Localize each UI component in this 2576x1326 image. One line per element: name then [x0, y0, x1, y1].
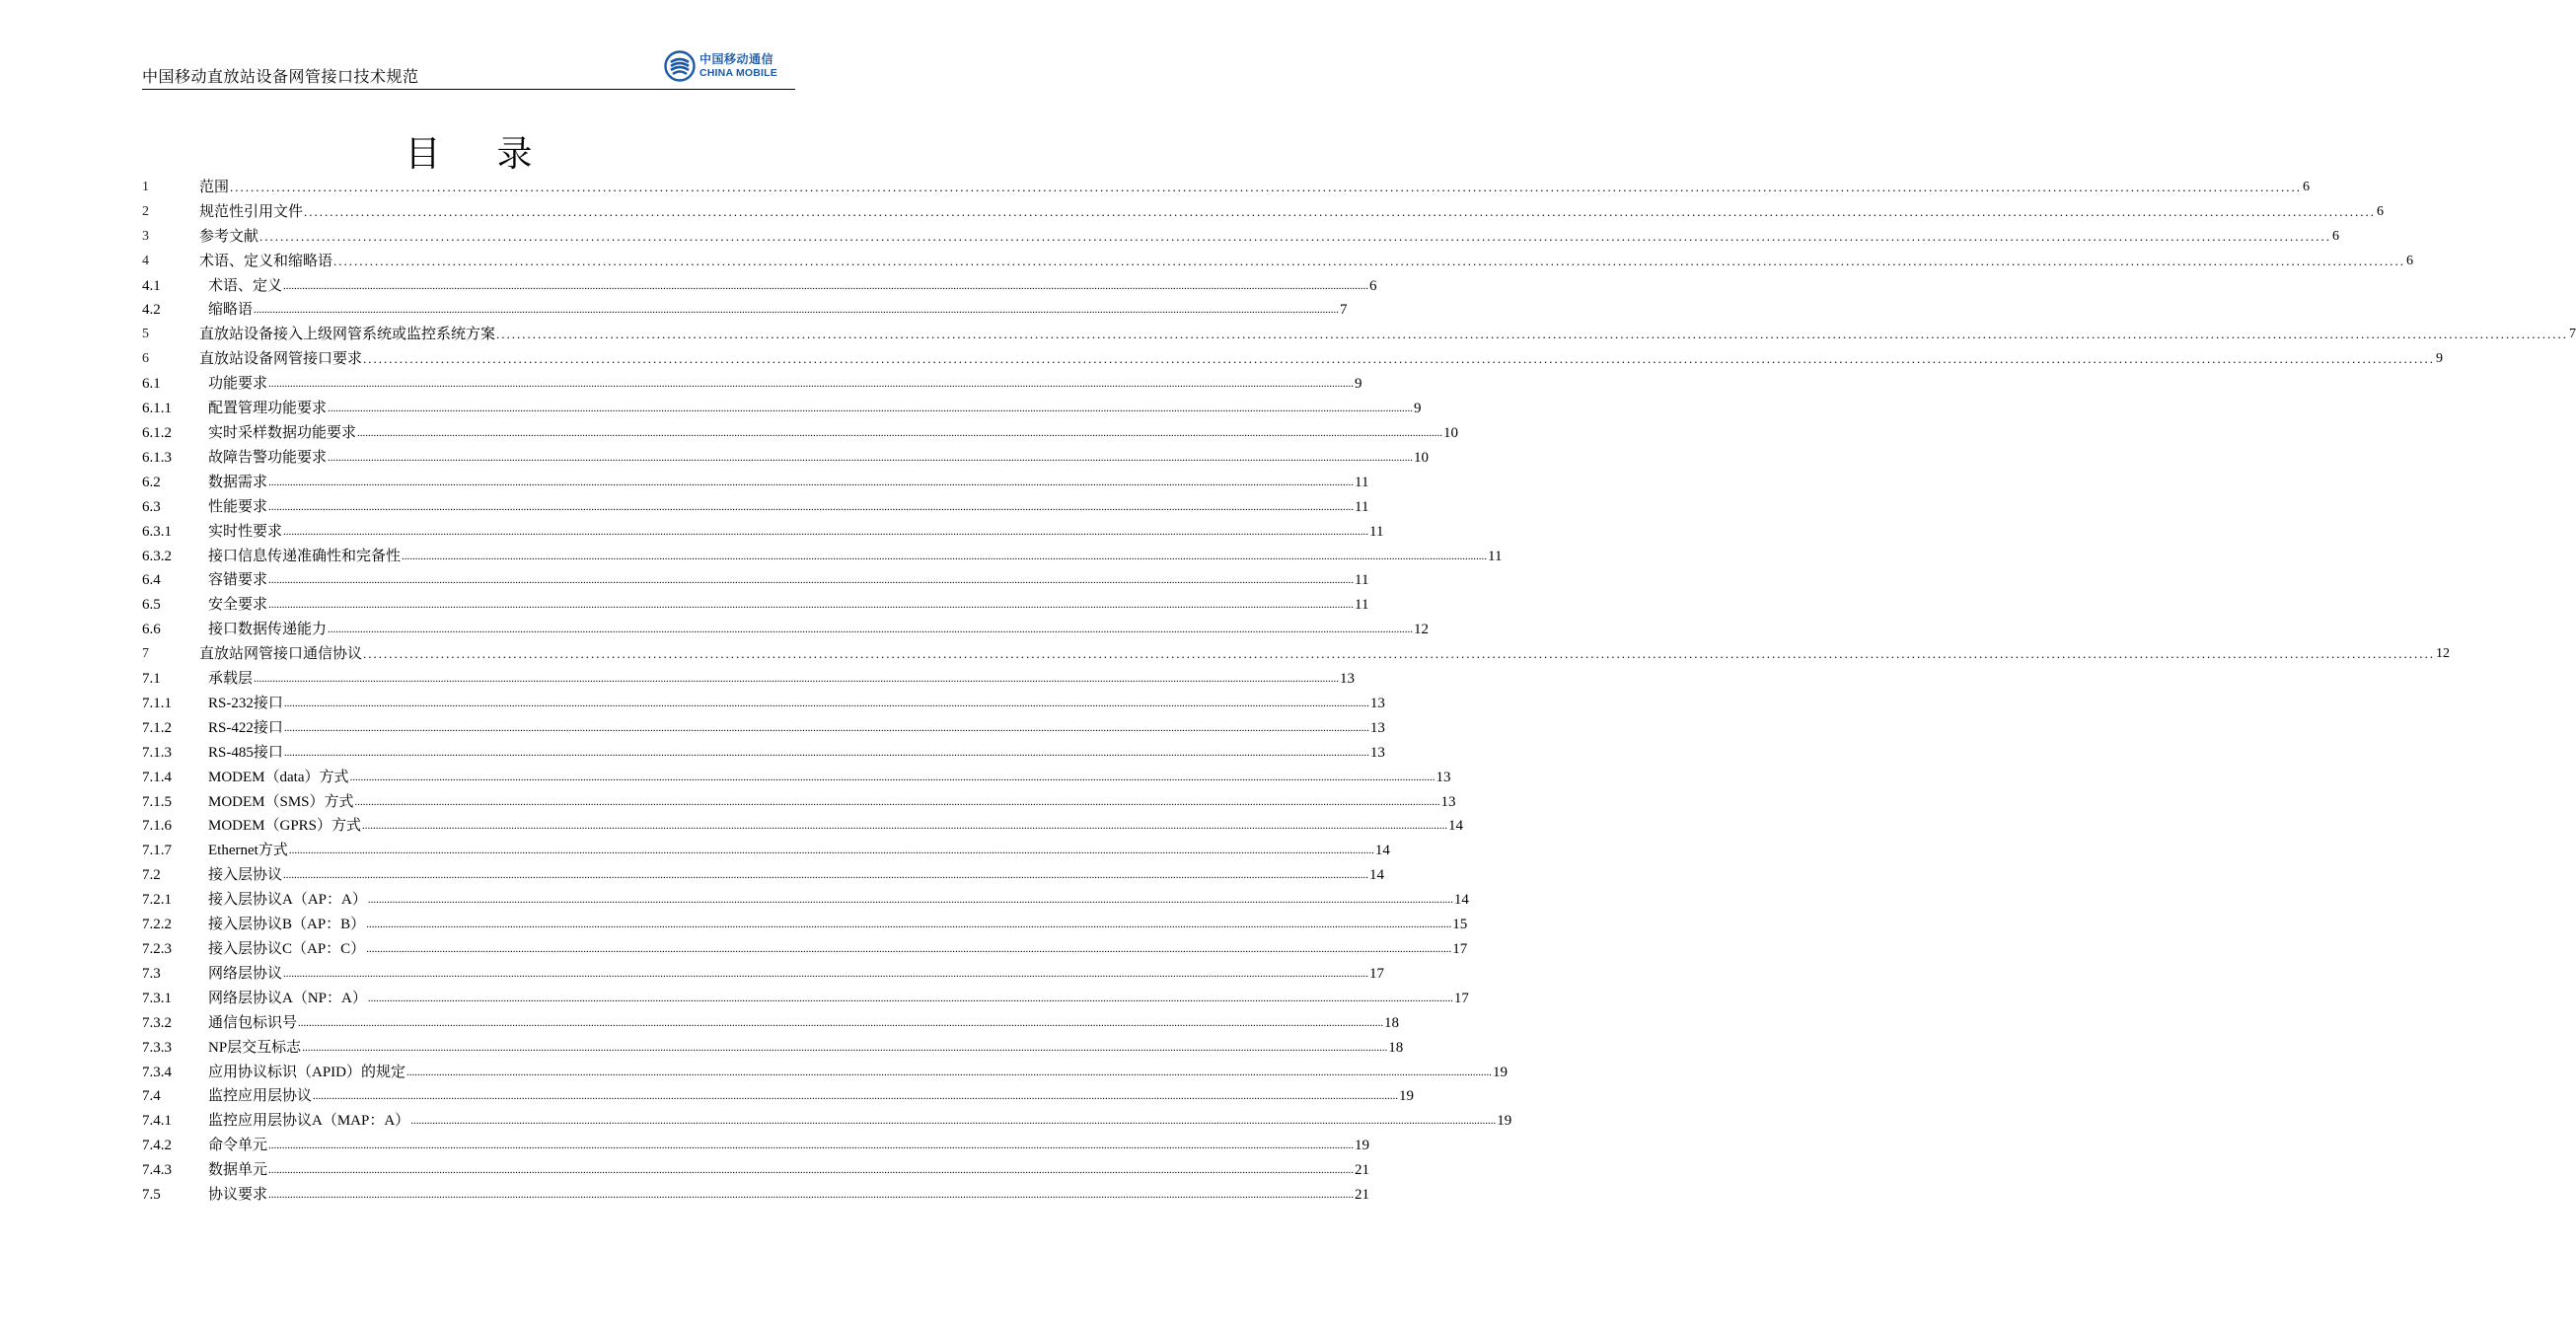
toc-entry-page: 13: [1340, 671, 1356, 688]
toc-entry-page: 13: [1369, 719, 1385, 736]
toc-entry[interactable]: [142, 272, 1377, 297]
toc-dot-leader: ................................................................................................................................................................................................................................................................................................................................................................................................................: [283, 869, 1369, 882]
toc-entry[interactable]: [142, 935, 1468, 960]
toc-dot-leader: ................................................................................................................................................................................................................................................................................................................................................................................................................: [254, 673, 1340, 686]
toc-entry[interactable]: [142, 985, 1469, 1009]
toc-entry-page: 11: [1355, 474, 1369, 490]
toc-entry-label: MODEM（GPRS）方式: [208, 818, 362, 835]
toc-entry-page: 15: [1452, 917, 1468, 933]
toc-entry[interactable]: [142, 640, 2451, 665]
toc-entry-page: 9: [1355, 376, 1362, 393]
toc-entry-label: 故障告警功能要求: [208, 449, 328, 466]
toc-entry-page: 7: [1340, 302, 1348, 319]
toc-dot-leader: ................................................................................................................................................................................................................................................................................................................................................................................................................: [354, 795, 1440, 808]
toc-entry-label: MODEM（data）方式: [208, 769, 349, 785]
toc-entry-label: 参考文献: [199, 228, 259, 245]
toc-entry-label: 应用协议标识（APID）的规定: [208, 1064, 406, 1080]
toc-dot-leader: ................................................................................................................................................................................................................................................................................................................................................................................................................: [283, 279, 1369, 292]
toc-entry-page: 14: [1448, 818, 1464, 835]
toc-entry-label: MODEM（SMS）方式: [208, 793, 354, 810]
toc-entry-label: 网络层协议A（NP：A）: [208, 990, 367, 1006]
toc-dot-leader: ................................................................................................................................................................................................................................................................................................................................................................................................................: [349, 771, 1435, 783]
toc-entry-page: 12: [1414, 622, 1430, 638]
toc-entry-number: 6.5: [142, 597, 161, 614]
logo-en-text: CHINA MOBILE: [699, 67, 777, 80]
toc-entry-label: 命令单元: [208, 1138, 268, 1154]
toc-entry-page: 13: [1369, 744, 1385, 761]
toc-entry-number: 7.1.1: [142, 695, 172, 711]
toc-entry-number: 7.5: [142, 1187, 161, 1204]
toc-entry-page: 11: [1355, 572, 1369, 589]
toc-entry-label: 性能要求: [208, 498, 268, 515]
toc-entry-label: 直放站设备网管接口要求: [199, 351, 363, 368]
toc-entry-page: 14: [1369, 867, 1385, 884]
toc-entry-number: 6.6: [142, 622, 161, 638]
toc-entry[interactable]: [142, 813, 1464, 838]
toc-entry-number: 3: [142, 228, 149, 244]
toc-entry-number: 7.1.5: [142, 793, 172, 810]
toc-entry[interactable]: [142, 616, 1430, 640]
toc-entry-page: 10: [1443, 424, 1459, 441]
toc-entry-label: 数据需求: [208, 474, 268, 490]
toc-dot-leader: ................................................................................................................................................................................................................................................................................................................................................................................................................: [328, 403, 1414, 415]
header-title: 中国移动直放站设备网管接口技术规范: [142, 69, 419, 86]
toc-entry[interactable]: [142, 1009, 1400, 1034]
toc-entry-number: 5: [142, 327, 149, 342]
toc-entry-label: 术语、定义: [208, 277, 283, 294]
toc-entry-number: 7.4.3: [142, 1162, 172, 1179]
toc-entry-number: 7.1.3: [142, 744, 172, 761]
toc-entry-number: 6.4: [142, 572, 161, 589]
toc-entry-number: 7.1.6: [142, 818, 172, 835]
toc-entry-number: 7.1.4: [142, 769, 172, 785]
toc-dot-leader: ................................................................................................................................................................................................................................................................................................................................................................................................................: [283, 746, 1369, 759]
toc-entry-label: 承载层: [208, 671, 254, 688]
toc-dot-leader: ................................................................................................................................................................................................................................................................................................................................................................................................................: [304, 203, 2377, 219]
toc-entry[interactable]: [142, 1083, 1415, 1108]
toc-entry-label: 接口信息传递准确性和完备性: [208, 548, 402, 564]
toc-entry-page: 13: [1369, 695, 1385, 711]
toc-dot-leader: ................................................................................................................................................................................................................................................................................................................................................................................................................: [283, 525, 1369, 538]
toc-entry[interactable]: [142, 297, 1348, 322]
toc-entry-label: 直放站网管接口通信协议: [199, 646, 363, 663]
toc-entry-label: 容错要求: [208, 572, 268, 589]
toc-entry-page: 6: [2406, 253, 2414, 268]
toc-dot-leader: ................................................................................................................................................................................................................................................................................................................................................................................................................: [402, 550, 1488, 562]
toc-dot-leader: ................................................................................................................................................................................................................................................................................................................................................................................................................: [363, 646, 2436, 662]
toc-entry[interactable]: [142, 419, 1459, 444]
toc-dot-leader: ................................................................................................................................................................................................................................................................................................................................................................................................................: [298, 1016, 1384, 1029]
toc-dot-leader: ................................................................................................................................................................................................................................................................................................................................................................................................................: [268, 378, 1355, 391]
toc-entry[interactable]: [142, 960, 1385, 985]
toc-entry-label: 数据单元: [208, 1162, 268, 1179]
toc-entry-page: 14: [1453, 892, 1469, 909]
toc-dot-leader: ................................................................................................................................................................................................................................................................................................................................................................................................................: [283, 721, 1369, 734]
toc-dot-leader: ................................................................................................................................................................................................................................................................................................................................................................................................................: [366, 919, 1452, 931]
toc-entry[interactable]: [142, 518, 1384, 543]
toc-entry-label: 规范性引用文件: [199, 203, 304, 220]
toc-dot-leader: ................................................................................................................................................................................................................................................................................................................................................................................................................: [268, 599, 1355, 612]
toc-entry-label: NP层交互标志: [208, 1039, 302, 1056]
toc-entry-label: 缩略语: [208, 302, 254, 319]
toc-entry[interactable]: [142, 714, 1385, 739]
toc-entry-page: 19: [1493, 1064, 1509, 1080]
toc-entry-number: 7.4: [142, 1088, 161, 1105]
toc-entry[interactable]: [142, 591, 1369, 616]
toc-entry[interactable]: [142, 886, 1469, 911]
toc-entry-number: 7.3.3: [142, 1039, 172, 1056]
toc-entry-label: 术语、定义和缩略语: [199, 253, 333, 269]
toc-entry[interactable]: [142, 1181, 1370, 1206]
toc-entry-label: 网络层协议: [208, 965, 283, 982]
toc-entry-page: 19: [1497, 1113, 1512, 1130]
toc-entry[interactable]: [142, 1107, 1512, 1132]
toc-entry[interactable]: [142, 1034, 1404, 1059]
toc-entry-number: 4: [142, 253, 149, 268]
toc-dot-leader: ................................................................................................................................................................................................................................................................................................................................................................................................................: [367, 894, 1453, 907]
toc-dot-leader: ................................................................................................................................................................................................................................................................................................................................................................................................................: [357, 426, 1443, 439]
toc-entry-page: 21: [1355, 1162, 1370, 1179]
toc-entry[interactable]: [142, 174, 2311, 198]
toc-entry-number: 7.2.2: [142, 917, 172, 933]
toc-entry-number: 4.1: [142, 277, 161, 294]
toc-entry[interactable]: [142, 444, 1430, 469]
toc-entry-number: 6.3: [142, 498, 161, 515]
toc-dot-leader: ................................................................................................................................................................................................................................................................................................................................................................................................................: [333, 253, 2406, 268]
toc-entry[interactable]: [142, 690, 1385, 714]
toc-entry-label: 接入层协议: [208, 867, 283, 884]
toc-entry-page: 10: [1414, 449, 1430, 466]
toc-entry-page: 18: [1388, 1039, 1404, 1056]
toc-entry-number: 6.1.2: [142, 424, 172, 441]
toc-dot-leader: ................................................................................................................................................................................................................................................................................................................................................................................................................: [259, 228, 2332, 244]
toc-dot-leader: ................................................................................................................................................................................................................................................................................................................................................................................................................: [328, 451, 1414, 464]
toc-entry-page: 6: [2332, 228, 2340, 244]
toc-entry-label: 接口数据传递能力: [208, 622, 328, 638]
toc-entry[interactable]: [142, 198, 2385, 223]
toc-entry[interactable]: [142, 1059, 1509, 1083]
toc-entry-label: 安全要求: [208, 597, 268, 614]
toc-title: 目 录: [405, 134, 556, 174]
toc-dot-leader: ................................................................................................................................................................................................................................................................................................................................................................................................................: [328, 624, 1414, 636]
toc-entry[interactable]: [142, 543, 1503, 567]
toc-entry-label: 配置管理功能要求: [208, 401, 328, 417]
toc-entry-label: 接入层协议A（AP：A）: [208, 892, 367, 909]
toc-dot-leader: ................................................................................................................................................................................................................................................................................................................................................................................................................: [363, 351, 2436, 367]
toc-entry-page: 17: [1452, 941, 1468, 957]
toc-entry-label: Ethernet方式: [208, 843, 288, 859]
toc-entry-page: 17: [1369, 965, 1385, 982]
toc-dot-leader: ................................................................................................................................................................................................................................................................................................................................................................................................................: [406, 1066, 1493, 1078]
toc-entry-page: 6: [1369, 277, 1377, 294]
toc-entry-label: 实时采样数据功能要求: [208, 424, 357, 441]
toc-entry[interactable]: [142, 469, 1369, 493]
toc-entry-label: 实时性要求: [208, 523, 283, 540]
toc-entry-number: 7.2.3: [142, 941, 172, 957]
toc-entry[interactable]: [142, 764, 1451, 788]
toc-entry-page: 7: [2569, 327, 2576, 342]
toc-entry-page: 18: [1384, 1014, 1400, 1031]
toc-entry-page: 11: [1355, 498, 1369, 515]
toc-dot-leader: ................................................................................................................................................................................................................................................................................................................................................................................................................: [362, 820, 1448, 833]
toc-entry-page: 6: [2377, 203, 2385, 219]
toc-entry-number: 2: [142, 203, 149, 219]
toc-entry-number: 7.3: [142, 965, 161, 982]
toc-entry-number: 6.3.2: [142, 548, 172, 564]
toc-dot-leader: ................................................................................................................................................................................................................................................................................................................................................................................................................: [268, 500, 1355, 513]
toc-entry[interactable]: [142, 861, 1385, 886]
toc-dot-leader: ................................................................................................................................................................................................................................................................................................................................................................................................................: [230, 179, 2303, 194]
toc-entry-page: 6: [2303, 179, 2311, 194]
toc-entry-number: 7: [142, 646, 149, 662]
toc-entry-label: 通信包标识号: [208, 1014, 298, 1031]
toc-dot-leader: ................................................................................................................................................................................................................................................................................................................................................................................................................: [283, 967, 1369, 980]
toc-entry[interactable]: [142, 345, 2444, 370]
toc-dot-leader: ................................................................................................................................................................................................................................................................................................................................................................................................................: [268, 476, 1355, 488]
toc-entry-page: 12: [2436, 646, 2451, 662]
toc-entry[interactable]: [142, 1156, 1370, 1181]
toc-entry-label: RS-485接口: [208, 744, 283, 761]
toc-entry[interactable]: [142, 567, 1369, 592]
toc-entry-label: 功能要求: [208, 376, 268, 393]
toc-entry-label: 接入层协议C（AP：C）: [208, 941, 366, 957]
toc-entry-label: 直放站设备接入上级网管系统或监控系统方案: [199, 327, 496, 343]
toc-entry-number: 6: [142, 351, 149, 367]
logo-cn-text: 中国移动通信: [699, 52, 773, 67]
toc-entry[interactable]: [142, 370, 1362, 395]
toc-entry[interactable]: [142, 1132, 1370, 1156]
toc-entry[interactable]: [142, 837, 1390, 861]
toc-dot-leader: ................................................................................................................................................................................................................................................................................................................................................................................................................: [268, 1140, 1355, 1152]
page-header: [142, 43, 795, 90]
toc-dot-leader: ................................................................................................................................................................................................................................................................................................................................................................................................................: [268, 1189, 1355, 1202]
toc-entry[interactable]: [142, 395, 1422, 419]
toc-dot-leader: ................................................................................................................................................................................................................................................................................................................................................................................................................: [410, 1115, 1497, 1128]
toc-entry-page: 9: [1414, 401, 1422, 417]
toc-entry-page: 9: [2436, 351, 2444, 367]
toc-entry-label: RS-422接口: [208, 719, 283, 736]
toc-dot-leader: ................................................................................................................................................................................................................................................................................................................................................................................................................: [367, 992, 1453, 1004]
toc-dot-leader: ................................................................................................................................................................................................................................................................................................................................................................................................................: [268, 1164, 1355, 1177]
toc-entry-page: 11: [1355, 597, 1369, 614]
toc-entry-label: 监控应用层协议: [208, 1088, 313, 1105]
toc-entry-number: 7.3.1: [142, 990, 172, 1006]
toc-entry-page: 19: [1399, 1088, 1415, 1105]
toc-entry-label: 接入层协议B（AP：B）: [208, 917, 366, 933]
toc-entry-number: 7.1.7: [142, 843, 172, 859]
toc-dot-leader: ................................................................................................................................................................................................................................................................................................................................................................................................................: [254, 304, 1340, 317]
toc-entry-number: 6.1: [142, 376, 161, 393]
toc-entry-page: 14: [1374, 843, 1390, 859]
toc-entry-page: 11: [1369, 523, 1384, 540]
toc-entry[interactable]: [142, 248, 2414, 272]
toc-entry-label: 协议要求: [208, 1187, 268, 1204]
toc-dot-leader: ................................................................................................................................................................................................................................................................................................................................................................................................................: [366, 943, 1452, 955]
toc-entry[interactable]: [142, 788, 1456, 813]
toc-dot-leader: ................................................................................................................................................................................................................................................................................................................................................................................................................: [302, 1041, 1388, 1054]
toc-entry-number: 6.1.1: [142, 401, 172, 417]
toc-dot-leader: ................................................................................................................................................................................................................................................................................................................................................................................................................: [268, 574, 1355, 587]
toc-entry-number: 7.3.4: [142, 1064, 172, 1080]
table-of-contents: [142, 174, 2576, 1206]
toc-entry-page: 21: [1355, 1187, 1370, 1204]
toc-entry-number: 6.3.1: [142, 523, 172, 540]
toc-entry-page: 13: [1440, 793, 1456, 810]
china-mobile-logo-icon: [664, 50, 696, 82]
toc-entry-number: 7.2.1: [142, 892, 172, 909]
toc-dot-leader: ................................................................................................................................................................................................................................................................................................................................................................................................................: [496, 327, 2569, 342]
toc-entry[interactable]: [142, 493, 1369, 518]
toc-entry[interactable]: [142, 739, 1385, 764]
toc-entry[interactable]: [142, 665, 1356, 690]
toc-dot-leader: ................................................................................................................................................................................................................................................................................................................................................................................................................: [283, 697, 1369, 709]
toc-entry-number: 7.1.2: [142, 719, 172, 736]
toc-entry[interactable]: [142, 321, 2576, 345]
toc-entry-page: 13: [1435, 769, 1451, 785]
toc-entry-page: 17: [1453, 990, 1469, 1006]
toc-entry-label: 监控应用层协议A（MAP：A）: [208, 1113, 410, 1130]
toc-dot-leader: ................................................................................................................................................................................................................................................................................................................................................................................................................: [288, 845, 1374, 857]
toc-entry-page: 19: [1355, 1138, 1370, 1154]
toc-entry-number: 6.2: [142, 474, 161, 490]
toc-entry-number: 7.1: [142, 671, 161, 688]
china-mobile-logo: [664, 49, 777, 83]
toc-entry-label: RS-232接口: [208, 695, 283, 711]
toc-entry-number: 1: [142, 179, 149, 194]
toc-entry-number: 6.1.3: [142, 449, 172, 466]
toc-entry-number: 7.3.2: [142, 1014, 172, 1031]
toc-entry[interactable]: [142, 223, 2340, 248]
toc-entry-label: 范围: [199, 179, 230, 195]
toc-entry-number: 7.2: [142, 867, 161, 884]
toc-entry-number: 4.2: [142, 302, 161, 319]
toc-entry-number: 7.4.1: [142, 1113, 172, 1130]
toc-entry[interactable]: [142, 911, 1468, 935]
toc-entry-number: 7.4.2: [142, 1138, 172, 1154]
toc-entry-page: 11: [1488, 548, 1503, 564]
toc-dot-leader: ................................................................................................................................................................................................................................................................................................................................................................................................................: [313, 1090, 1399, 1103]
